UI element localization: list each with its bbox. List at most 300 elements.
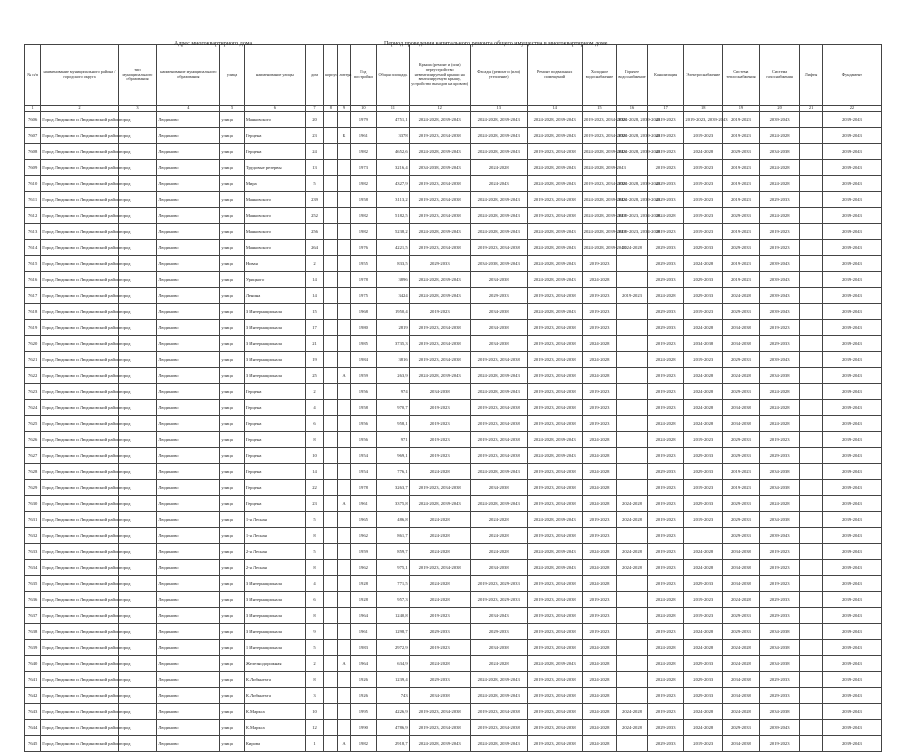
column-number: 18 (684, 106, 723, 112)
letter-cell (338, 192, 350, 208)
mun-name-cell: Людиново (157, 240, 220, 256)
row-number: 7606 (25, 112, 41, 128)
letter-cell (338, 672, 350, 688)
foundation-period-cell: 2039-2043 (822, 688, 881, 704)
street-name-cell: 3 Интернационала (244, 352, 305, 368)
district-cell: Город Людиново и Людиновский район (41, 736, 118, 752)
district-cell: Город Людиново и Людиновский район (41, 608, 118, 624)
mun-type-cell: город (118, 192, 157, 208)
row-number: 7635 (25, 576, 41, 592)
street-name-cell: Маяковского (244, 208, 305, 224)
district-cell: Город Людиново и Людиновский район (41, 336, 118, 352)
mun-type-cell: город (118, 304, 157, 320)
basement-period-cell: 2019-2023, 2034-2038 (527, 464, 582, 480)
facade-period-cell: 2024-2028, 2039-2043 (470, 128, 527, 144)
district-cell: Город Людиново и Людиновский район (41, 592, 118, 608)
facade-period-cell: 2034-2043 (470, 608, 527, 624)
house-cell: 10 (305, 448, 323, 464)
electric-period-cell: 2024-2028 (684, 384, 723, 400)
lift-cell (800, 256, 822, 272)
roof-period-cell: 2024-2028 (409, 544, 470, 560)
korpus-cell (324, 304, 338, 320)
electric-period-cell: 2019-2023 (684, 592, 723, 608)
roof-period-cell: 2019-2023, 2034-2038 (409, 128, 470, 144)
house-cell: 2 (305, 256, 323, 272)
roof-period-cell: 2019-2023, 2034-2038 (409, 192, 470, 208)
basement-period-cell: 2024-2028, 2039-2043 (527, 432, 582, 448)
col-year: Год постройки (350, 45, 376, 106)
electric-period-cell: 2024-2028 (684, 624, 723, 640)
row-number: 7613 (25, 224, 41, 240)
year-cell: 1954 (350, 448, 376, 464)
cold-water-period-cell: 2024-2028 (582, 480, 617, 496)
mun-type-cell: город (118, 384, 157, 400)
year-cell: 1975 (350, 288, 376, 304)
district-cell: Город Людиново и Людиновский район (41, 704, 118, 720)
table-row (25, 704, 882, 720)
hot-water-period-cell: 2019-2023 (617, 288, 648, 304)
sewer-period-cell: 2019-2023 (647, 400, 684, 416)
hot-water-period-cell: 2019-2023, 2034-2038 (617, 208, 648, 224)
cold-water-period-cell: 2019-2023 (582, 528, 617, 544)
facade-period-cell: 2024-2028, 2039-2043 (470, 736, 527, 752)
area-cell: 3263,7 (377, 480, 410, 496)
col-street-name: наименование улицы (244, 45, 305, 106)
street-type-cell: улица (220, 432, 244, 448)
row-number: 7643 (25, 704, 41, 720)
area-cell: 3735,3 (377, 336, 410, 352)
street-name-cell: Маяковского (244, 192, 305, 208)
area-cell: 4751,1 (377, 112, 410, 128)
electric-period-cell: 2024-2028 (684, 144, 723, 160)
electric-period-cell: 2019-2023 (684, 160, 723, 176)
area-cell: 3816 (377, 352, 410, 368)
letter-cell: А (338, 736, 350, 752)
gas-period-cell: 2019-2023 (759, 432, 800, 448)
district-cell: Город Людиново и Людиновский район (41, 112, 118, 128)
foundation-period-cell: 2039-2043 (822, 560, 881, 576)
district-cell: Город Людиново и Людиновский район (41, 352, 118, 368)
hot-water-period-cell: 2024-2028 (617, 560, 648, 576)
gas-period-cell: 2029-2033 (759, 608, 800, 624)
korpus-cell (324, 576, 338, 592)
gas-period-cell: 2034-2038 (759, 464, 800, 480)
row-number: 7611 (25, 192, 41, 208)
sewer-period-cell: 2019-2023 (647, 704, 684, 720)
mun-name-cell: Людиново (157, 208, 220, 224)
heating-period-cell: 2029-2033 (723, 528, 760, 544)
table-row (25, 528, 882, 544)
basement-period-cell: 2019-2023, 2034-2038 (527, 416, 582, 432)
row-number: 7621 (25, 352, 41, 368)
mun-type-cell: город (118, 736, 157, 752)
street-name-cell: 3 Интернационала (244, 320, 305, 336)
row-number: 7638 (25, 624, 41, 640)
sewer-period-cell: 2029-2033 (647, 304, 684, 320)
heating-period-cell: 2019-2023 (723, 256, 760, 272)
electric-period-cell: 2024-2028 (684, 640, 723, 656)
mun-type-cell: город (118, 208, 157, 224)
heating-period-cell: 2024-2028 (723, 288, 760, 304)
table-row (25, 304, 882, 320)
electric-period-cell: 2029-2033 (684, 576, 723, 592)
house-cell: 4 (305, 576, 323, 592)
sewer-period-cell: 2029-2033 (647, 736, 684, 752)
cold-water-period-cell: 2024-2028 (582, 640, 617, 656)
korpus-cell (324, 320, 338, 336)
year-cell: 1958 (350, 400, 376, 416)
mun-type-cell: город (118, 672, 157, 688)
gas-period-cell: 2034-2038 (759, 640, 800, 656)
district-cell: Город Людиново и Людиновский район (41, 304, 118, 320)
street-name-cell: Герцена (244, 128, 305, 144)
hot-water-period-cell (617, 576, 648, 592)
hot-water-period-cell (617, 400, 648, 416)
sewer-period-cell: 2029-2033 (647, 256, 684, 272)
facade-period-cell: 2019-2023, 2034-2038 (470, 352, 527, 368)
district-cell: Город Людиново и Людиновский район (41, 528, 118, 544)
area-cell: 5238,2 (377, 224, 410, 240)
street-name-cell: Урицкого (244, 272, 305, 288)
korpus-cell (324, 672, 338, 688)
district-cell: Город Людиново и Людиновский район (41, 624, 118, 640)
street-type-cell: улица (220, 384, 244, 400)
year-cell: 1990 (350, 720, 376, 736)
cold-water-period-cell: 2024-2028 (582, 432, 617, 448)
roof-period-cell: 2024-2028 (409, 464, 470, 480)
electric-period-cell: 2019-2023 (684, 224, 723, 240)
row-number: 7645 (25, 736, 41, 752)
street-name-cell: К.Маркса (244, 720, 305, 736)
area-cell: 1239,4 (377, 672, 410, 688)
street-type-cell: улица (220, 304, 244, 320)
table-row (25, 336, 882, 352)
mun-type-cell: город (118, 448, 157, 464)
foundation-period-cell: 2039-2043 (822, 384, 881, 400)
house-cell: 6 (305, 416, 323, 432)
area-cell: 743 (377, 688, 410, 704)
lift-cell (800, 512, 822, 528)
basement-period-cell: 2019-2023, 2034-2038 (527, 208, 582, 224)
street-name-cell: Герцена (244, 384, 305, 400)
mun-name-cell: Людиново (157, 704, 220, 720)
district-cell: Город Людиново и Людиновский район (41, 208, 118, 224)
roof-period-cell: 2019-2023, 2034-2038 (409, 352, 470, 368)
hot-water-period-cell (617, 272, 648, 288)
hot-water-period-cell: 2024-2028 (617, 720, 648, 736)
roof-period-cell: 2034-2038, 2039-2043 (409, 160, 470, 176)
mun-name-cell: Людиново (157, 528, 220, 544)
hot-water-period-cell (617, 640, 648, 656)
basement-period-cell: 2024-2028, 2039-2043 (527, 224, 582, 240)
korpus-cell (324, 368, 338, 384)
korpus-cell (324, 240, 338, 256)
heating-period-cell: 2019-2023 (723, 224, 760, 240)
table-row (25, 288, 882, 304)
facade-period-cell: 2024-2028 (470, 544, 527, 560)
cold-water-period-cell: 2024-2028, 2039-2043 (582, 144, 617, 160)
foundation-period-cell: 2039-2043 (822, 272, 881, 288)
heating-period-cell: 2029-2033 (723, 448, 760, 464)
gas-period-cell: 2024-2028 (759, 176, 800, 192)
basement-period-cell: 2019-2023, 2034-2038 (527, 720, 582, 736)
facade-period-cell: 2034-2038 (470, 640, 527, 656)
house-cell: 25 (305, 368, 323, 384)
row-number: 7629 (25, 480, 41, 496)
facade-period-cell: 2019-2023, 2034-2038 (470, 448, 527, 464)
heating-period-cell: 2034-2038 (723, 576, 760, 592)
basement-period-cell: 2019-2023, 2034-2038 (527, 320, 582, 336)
street-name-cell: 3 Интернационала (244, 624, 305, 640)
table-row (25, 192, 882, 208)
electric-period-cell: 2029-2033 (684, 448, 723, 464)
row-number: 7630 (25, 496, 41, 512)
row-number: 7610 (25, 176, 41, 192)
district-cell: Город Людиново и Людиновский район (41, 176, 118, 192)
row-number: 7607 (25, 128, 41, 144)
mun-name-cell: Людиново (157, 192, 220, 208)
row-number: 7642 (25, 688, 41, 704)
cold-water-period-cell: 2019-2023 (582, 608, 617, 624)
district-cell: Город Людиново и Людиновский район (41, 288, 118, 304)
facade-period-cell: 2024-2028, 2039-2043 (470, 208, 527, 224)
roof-period-cell: 2024-2028, 2039-2043 (409, 736, 470, 752)
year-cell: 1955 (350, 256, 376, 272)
letter-cell (338, 240, 350, 256)
mun-type-cell: город (118, 160, 157, 176)
gas-period-cell: 2019-2023 (759, 320, 800, 336)
house-cell: 23 (305, 496, 323, 512)
table-row (25, 672, 882, 688)
area-cell: 776,1 (377, 464, 410, 480)
row-number: 7633 (25, 544, 41, 560)
year-cell: 1959 (350, 368, 376, 384)
house-cell: 19 (305, 352, 323, 368)
basement-period-cell: 2024-2028, 2039-2043 (527, 256, 582, 272)
area-cell: 4327,9 (377, 176, 410, 192)
foundation-period-cell: 2039-2043 (822, 496, 881, 512)
korpus-cell (324, 144, 338, 160)
area-cell: 4652,6 (377, 144, 410, 160)
heating-period-cell: 2029-2033 (723, 144, 760, 160)
district-cell: Город Людиново и Людиновский район (41, 224, 118, 240)
heating-period-cell: 2024-2028 (723, 656, 760, 672)
mun-type-cell: город (118, 352, 157, 368)
house-cell: 256 (305, 224, 323, 240)
lift-cell (800, 336, 822, 352)
foundation-period-cell: 2039-2043 (822, 576, 881, 592)
table-row (25, 656, 882, 672)
mun-type-cell: город (118, 640, 157, 656)
hot-water-period-cell (617, 352, 648, 368)
roof-period-cell: 2019-2023 (409, 304, 470, 320)
street-type-cell: улица (220, 480, 244, 496)
street-name-cell: 2-я Лесная (244, 560, 305, 576)
mun-name-cell: Людиново (157, 544, 220, 560)
area-cell: 833,5 (377, 256, 410, 272)
electric-period-cell: 2029-2033 (684, 496, 723, 512)
area-cell: 486,8 (377, 512, 410, 528)
heating-period-cell: 2034-2038 (723, 672, 760, 688)
district-cell: Город Людиново и Людиновский район (41, 128, 118, 144)
area-cell: 859,7 (377, 544, 410, 560)
sewer-period-cell: 2019-2023 (647, 688, 684, 704)
sewer-period-cell: 2024-2028 (647, 608, 684, 624)
table-row (25, 448, 882, 464)
sewer-period-cell: 2024-2028 (647, 672, 684, 688)
facade-period-cell: 2019-2023, 2034-2038 (470, 432, 527, 448)
col-sewer: Канализация (647, 45, 684, 106)
hot-water-period-cell (617, 448, 648, 464)
house-cell: 5 (305, 544, 323, 560)
year-cell: 1954 (350, 464, 376, 480)
district-cell: Город Людиново и Людиновский район (41, 688, 118, 704)
lift-cell (800, 144, 822, 160)
col-hot-water: Горячее водоснабжение (617, 45, 648, 106)
table-body (25, 112, 882, 752)
street-name-cell: Герцена (244, 464, 305, 480)
korpus-cell (324, 608, 338, 624)
roof-period-cell: 2024-2028 (409, 512, 470, 528)
basement-period-cell: 2019-2023, 2034-2038 (527, 288, 582, 304)
basement-period-cell: 2019-2023, 2034-2038 (527, 192, 582, 208)
street-type-cell: улица (220, 464, 244, 480)
gas-period-cell: 2024-2028 (759, 208, 800, 224)
year-cell: 1983 (350, 640, 376, 656)
gas-period-cell: 2024-2028 (759, 416, 800, 432)
mun-name-cell: Людиново (157, 144, 220, 160)
table-row (25, 208, 882, 224)
street-name-cell: 1-я Лесная (244, 512, 305, 528)
column-number: 7 (305, 106, 323, 112)
mun-type-cell: город (118, 400, 157, 416)
cold-water-period-cell: 2019-2023 (582, 400, 617, 416)
basement-period-cell: 2024-2028, 2039-2043 (527, 240, 582, 256)
letter-cell: А (338, 368, 350, 384)
row-number: 7619 (25, 320, 41, 336)
capital-repair-table (24, 44, 882, 752)
table-row (25, 688, 882, 704)
col-basement: Ремонт подвальных помещений (527, 45, 582, 106)
facade-period-cell: 2024-2028 (470, 656, 527, 672)
district-cell: Город Людиново и Людиновский район (41, 160, 118, 176)
house-cell: 5 (305, 176, 323, 192)
sewer-period-cell: 2029-2033 (647, 272, 684, 288)
district-cell: Город Людиново и Людиновский район (41, 384, 118, 400)
letter-cell (338, 624, 350, 640)
lift-cell (800, 608, 822, 624)
korpus-cell (324, 384, 338, 400)
house-cell: 10 (305, 704, 323, 720)
facade-period-cell: 2024-2028, 2039-2043 (470, 384, 527, 400)
street-type-cell: улица (220, 192, 244, 208)
area-cell: 4786,9 (377, 720, 410, 736)
heating-period-cell: 2019-2023 (723, 272, 760, 288)
hot-water-period-cell: 2019-2023, 2034-2038 (617, 224, 648, 240)
street-name-cell: 1 Интернационала (244, 640, 305, 656)
street-type-cell: улица (220, 688, 244, 704)
mun-type-cell: город (118, 544, 157, 560)
sewer-period-cell: 2029-2033 (647, 240, 684, 256)
year-cell: 1926 (350, 672, 376, 688)
heating-period-cell: 2034-2038 (723, 560, 760, 576)
gas-period-cell: 2039-2043 (759, 288, 800, 304)
letter-cell (338, 272, 350, 288)
letter-cell (338, 592, 350, 608)
column-number: 9 (338, 106, 350, 112)
district-cell: Город Людиново и Людиновский район (41, 544, 118, 560)
heating-period-cell: 2019-2023 (723, 192, 760, 208)
street-name-cell: К.Либкнехта (244, 672, 305, 688)
roof-period-cell: 2019-2023 (409, 400, 470, 416)
heating-period-cell: 2034-2038 (723, 544, 760, 560)
column-number: 21 (800, 106, 822, 112)
street-type-cell: улица (220, 144, 244, 160)
row-number: 7641 (25, 672, 41, 688)
street-type-cell: улица (220, 400, 244, 416)
mun-name-cell: Людиново (157, 128, 220, 144)
electric-period-cell: 2024-2028 (684, 704, 723, 720)
letter-cell (338, 320, 350, 336)
roof-period-cell: 2019-2023, 2034-2038 (409, 720, 470, 736)
lift-cell (800, 416, 822, 432)
heating-period-cell: 2029-2033 (723, 720, 760, 736)
heating-period-cell: 2029-2033 (723, 352, 760, 368)
lift-cell (800, 400, 822, 416)
col-area: Общая площадь (377, 45, 410, 106)
lift-cell (800, 544, 822, 560)
area-cell: 958,1 (377, 416, 410, 432)
area-cell: 970,7 (377, 400, 410, 416)
roof-period-cell: 2024-2028, 2039-2043 (409, 144, 470, 160)
year-cell: 1956 (350, 432, 376, 448)
row-number: 7637 (25, 608, 41, 624)
year-cell: 1982 (350, 736, 376, 752)
basement-period-cell: 2019-2023, 2034-2038 (527, 352, 582, 368)
cold-water-period-cell: 2019-2023 (582, 416, 617, 432)
mun-type-cell: город (118, 592, 157, 608)
column-number: 1 (25, 106, 41, 112)
roof-period-cell: 2019-2023 (409, 432, 470, 448)
row-number: 7632 (25, 528, 41, 544)
cold-water-period-cell: 2024-2028 (582, 720, 617, 736)
foundation-period-cell: 2039-2043 (822, 112, 881, 128)
foundation-period-cell: 2039-2043 (822, 160, 881, 176)
basement-period-cell: 2024-2028, 2039-2043 (527, 128, 582, 144)
house-cell: 5 (305, 640, 323, 656)
mun-name-cell: Людиново (157, 432, 220, 448)
street-name-cell: Герцена (244, 416, 305, 432)
hot-water-period-cell: 2024-2028, 2039-2043 (617, 128, 648, 144)
mun-name-cell: Людиново (157, 320, 220, 336)
street-type-cell: улица (220, 352, 244, 368)
year-cell: 1964 (350, 656, 376, 672)
sewer-period-cell: 2019-2023 (647, 528, 684, 544)
area-cell: 2918,7 (377, 736, 410, 752)
table-row (25, 368, 882, 384)
roof-period-cell: 2019-2023, 2034-2038 (409, 208, 470, 224)
year-cell: 1978 (350, 272, 376, 288)
row-number: 7636 (25, 592, 41, 608)
heating-period-cell: 2034-2038 (723, 336, 760, 352)
facade-period-cell: 2024-2028, 2039-2043 (470, 144, 527, 160)
house-cell: 14 (305, 288, 323, 304)
letter-cell (338, 304, 350, 320)
basement-period-cell: 2019-2023, 2034-2038 (527, 688, 582, 704)
table-row (25, 464, 882, 480)
facade-period-cell: 2024-2028, 2039-2043 (470, 496, 527, 512)
mun-type-cell: город (118, 128, 157, 144)
